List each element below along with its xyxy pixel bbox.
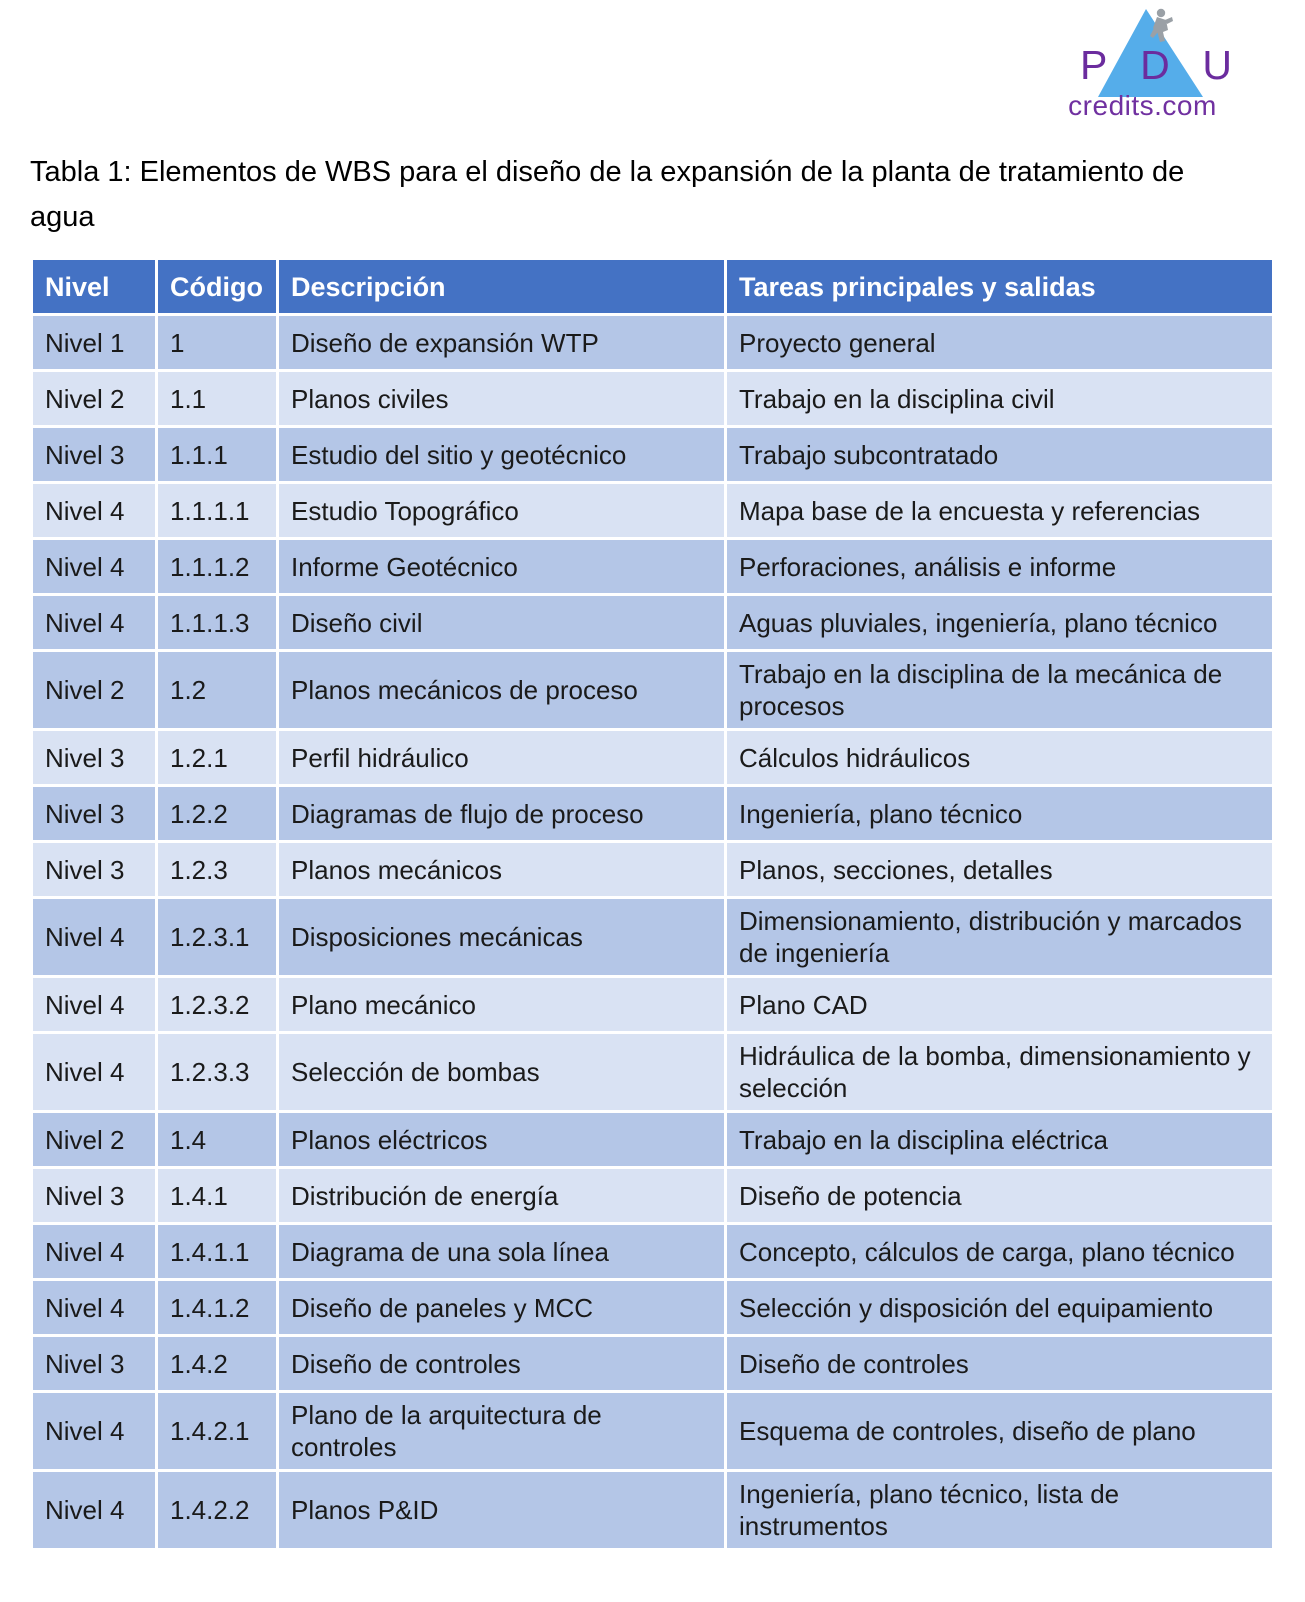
cell-descripcion: Selección de bombas — [278, 1033, 726, 1112]
cell-tareas: Cálculos hidráulicos — [726, 730, 1274, 786]
table-row — [32, 595, 1274, 651]
cell-descripcion: Estudio del sitio y geotécnico — [278, 427, 726, 483]
cell-codigo: 1.4.1.1 — [157, 1224, 278, 1280]
cell-nivel: Nivel 4 — [32, 539, 157, 595]
cell-tareas: Ingeniería, plano técnico, lista de instrumentos — [726, 1471, 1274, 1550]
cell-nivel: Nivel 1 — [32, 315, 157, 371]
table-row — [32, 483, 1274, 539]
cell-descripcion: Diseño de paneles y MCC — [278, 1280, 726, 1336]
cell-codigo: 1.2.3.2 — [157, 977, 278, 1033]
wbs-table — [30, 257, 1275, 1551]
table-row — [32, 786, 1274, 842]
cell-nivel: Nivel 2 — [32, 371, 157, 427]
cell-tareas: Diseño de controles — [726, 1336, 1274, 1392]
pducredits-logo — [1045, 6, 1240, 124]
header-codigo: Código — [157, 259, 278, 315]
table-row — [32, 539, 1274, 595]
table-header — [32, 259, 1274, 315]
cell-descripcion: Plano de la arquitectura de controles — [278, 1392, 726, 1471]
cell-codigo: 1.4.2.2 — [157, 1471, 278, 1550]
cell-tareas: Trabajo en la disciplina civil — [726, 371, 1274, 427]
cell-nivel: Nivel 3 — [32, 786, 157, 842]
cell-nivel: Nivel 4 — [32, 1392, 157, 1471]
cell-codigo: 1.1.1.3 — [157, 595, 278, 651]
cell-tareas: Perforaciones, análisis e informe — [726, 539, 1274, 595]
cell-descripcion: Planos P&ID — [278, 1471, 726, 1550]
cell-descripcion: Diseño de expansión WTP — [278, 315, 726, 371]
table-row — [32, 1033, 1274, 1112]
logo-letter-p: P — [1080, 42, 1108, 88]
cell-descripcion: Diseño de controles — [278, 1336, 726, 1392]
cell-descripcion: Estudio Topográfico — [278, 483, 726, 539]
cell-descripcion: Planos eléctricos — [278, 1112, 726, 1168]
cell-tareas: Diseño de potencia — [726, 1168, 1274, 1224]
cell-descripcion: Diagrama de una sola línea — [278, 1224, 726, 1280]
cell-codigo: 1.1 — [157, 371, 278, 427]
table-row — [32, 898, 1274, 977]
cell-tareas: Esquema de controles, diseño de plano — [726, 1392, 1274, 1471]
cell-descripcion: Diagramas de flujo de proceso — [278, 786, 726, 842]
cell-tareas: Trabajo subcontratado — [726, 427, 1274, 483]
table-row — [32, 1471, 1274, 1550]
logo-letter-d: D — [1140, 42, 1170, 88]
table-caption: Tabla 1: Elementos de WBS para el diseño de la expansión de la planta de tratamiento de agua — [30, 156, 1185, 233]
cell-descripcion: Planos mecánicos — [278, 842, 726, 898]
cell-nivel: Nivel 4 — [32, 483, 157, 539]
table-row — [32, 977, 1274, 1033]
cell-codigo: 1.2.1 — [157, 730, 278, 786]
cell-nivel: Nivel 3 — [32, 427, 157, 483]
cell-nivel: Nivel 4 — [32, 977, 157, 1033]
cell-tareas: Trabajo en la disciplina eléctrica — [726, 1112, 1274, 1168]
cell-nivel: Nivel 3 — [32, 842, 157, 898]
table-row — [32, 842, 1274, 898]
cell-descripcion: Perfil hidráulico — [278, 730, 726, 786]
table-row — [32, 1168, 1274, 1224]
header-descripcion: Descripción — [278, 259, 726, 315]
cell-codigo: 1.4.2 — [157, 1336, 278, 1392]
cell-codigo: 1.4.2.1 — [157, 1392, 278, 1471]
cell-nivel: Nivel 4 — [32, 1471, 157, 1550]
table-row — [32, 315, 1274, 371]
logo-letter-u: U — [1202, 42, 1232, 88]
cell-tareas: Selección y disposición del equipamiento — [726, 1280, 1274, 1336]
cell-codigo: 1.1.1.2 — [157, 539, 278, 595]
cell-descripcion: Plano mecánico — [278, 977, 726, 1033]
logo-letters — [1080, 42, 1232, 89]
cell-codigo: 1.4.1 — [157, 1168, 278, 1224]
table-body — [32, 315, 1274, 1550]
cell-nivel: Nivel 4 — [32, 1224, 157, 1280]
table-row — [32, 1112, 1274, 1168]
cell-codigo: 1.4.1.2 — [157, 1280, 278, 1336]
header-nivel: Nivel — [32, 259, 157, 315]
header-tareas: Tareas principales y salidas — [726, 259, 1274, 315]
cell-tareas: Proyecto general — [726, 315, 1274, 371]
cell-descripcion: Planos mecánicos de proceso — [278, 651, 726, 730]
cell-nivel: Nivel 2 — [32, 1112, 157, 1168]
table-row — [32, 1280, 1274, 1336]
cell-tareas: Planos, secciones, detalles — [726, 842, 1274, 898]
cell-codigo: 1.1.1.1 — [157, 483, 278, 539]
header-row — [32, 259, 1274, 315]
cell-nivel: Nivel 3 — [32, 730, 157, 786]
cell-codigo: 1.2.2 — [157, 786, 278, 842]
table-row — [32, 371, 1274, 427]
cell-nivel: Nivel 4 — [32, 1280, 157, 1336]
cell-descripcion: Disposiciones mecánicas — [278, 898, 726, 977]
cell-nivel: Nivel 4 — [32, 1033, 157, 1112]
logo-domain-text: credits.com — [1068, 90, 1217, 121]
cell-tareas: Ingeniería, plano técnico — [726, 786, 1274, 842]
table-row — [32, 730, 1274, 786]
cell-nivel: Nivel 2 — [32, 651, 157, 730]
cell-nivel: Nivel 4 — [32, 898, 157, 977]
cell-tareas: Mapa base de la encuesta y referencias — [726, 483, 1274, 539]
cell-descripcion: Planos civiles — [278, 371, 726, 427]
table-row — [32, 1224, 1274, 1280]
cell-descripcion: Distribución de energía — [278, 1168, 726, 1224]
table-row — [32, 651, 1274, 730]
table-row — [32, 1392, 1274, 1471]
cell-tareas: Dimensionamiento, distribución y marcados de ingeniería — [726, 898, 1274, 977]
cell-codigo: 1.2.3 — [157, 842, 278, 898]
cell-nivel: Nivel 3 — [32, 1168, 157, 1224]
cell-descripcion: Diseño civil — [278, 595, 726, 651]
cell-codigo: 1.1.1 — [157, 427, 278, 483]
cell-codigo: 1.4 — [157, 1112, 278, 1168]
cell-tareas: Plano CAD — [726, 977, 1274, 1033]
cell-tareas: Concepto, cálculos de carga, plano técnico — [726, 1224, 1274, 1280]
cell-tareas: Hidráulica de la bomba, dimensionamiento y selección — [726, 1033, 1274, 1112]
cell-codigo: 1.2.3.3 — [157, 1033, 278, 1112]
cell-tareas: Trabajo en la disciplina de la mecánica de procesos — [726, 651, 1274, 730]
cell-nivel: Nivel 4 — [32, 595, 157, 651]
cell-codigo: 1.2.3.1 — [157, 898, 278, 977]
table-row — [32, 1336, 1274, 1392]
cell-codigo: 1.2 — [157, 651, 278, 730]
table-row — [32, 427, 1274, 483]
cell-codigo: 1 — [157, 315, 278, 371]
cell-tareas: Aguas pluviales, ingeniería, plano técnico — [726, 595, 1274, 651]
cell-nivel: Nivel 3 — [32, 1336, 157, 1392]
cell-descripcion: Informe Geotécnico — [278, 539, 726, 595]
